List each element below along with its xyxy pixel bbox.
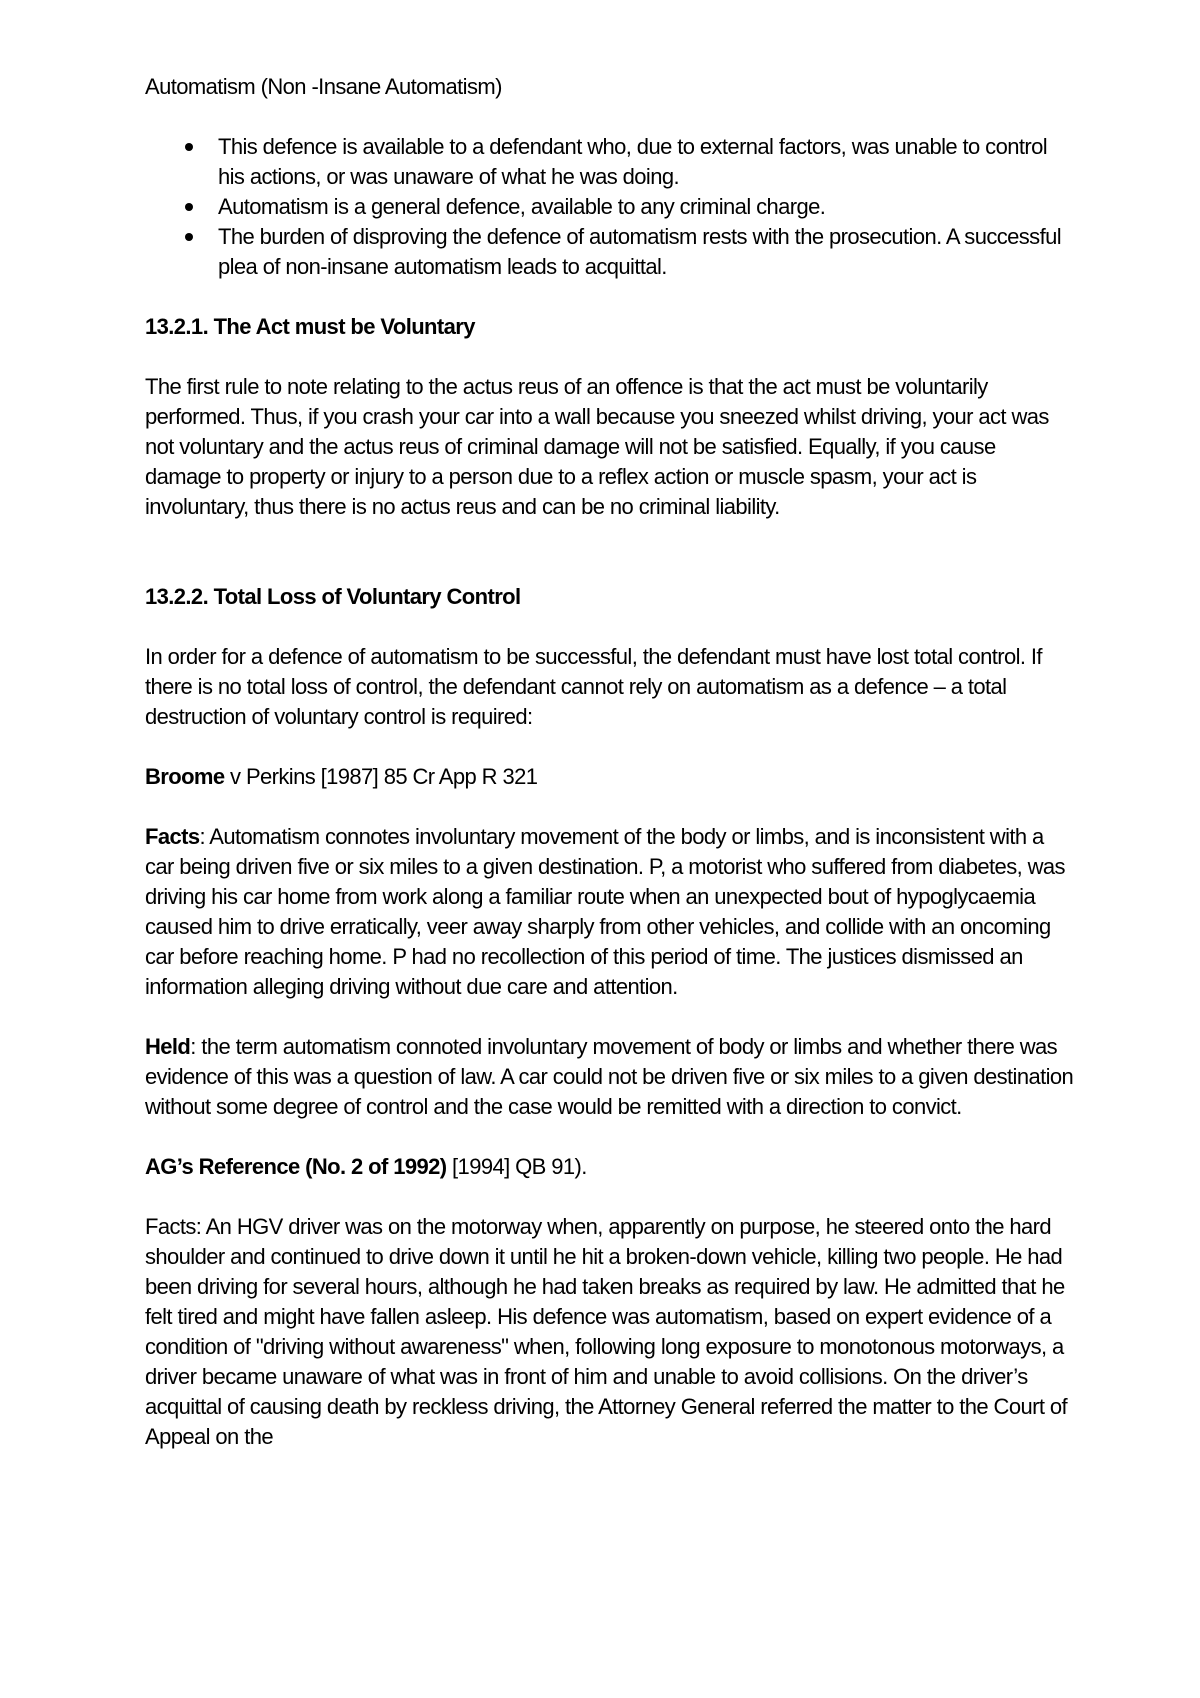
facts-label: Facts: [145, 824, 200, 849]
section-paragraph-voluntary-act: The first rule to note relating to the actus reus of an offence is that the act must be voluntarily performed. Thus, if you crash your car into a wall because you sneezed whilst driving, your act was not voluntary and the actus reus of criminal damage will not be satisfied. Equally, if you cause damage to property or injury to a person due to a reflex action or muscle spasm, your act is involuntary, thus there is no actus reus and can be no criminal liability.: [145, 374, 1049, 519]
bullet-dot-icon: [185, 203, 193, 211]
case-citation-rest: [1994] QB 91).: [446, 1154, 587, 1179]
bullet-text: Automatism is a general defence, available to any criminal charge.: [218, 194, 826, 219]
section-heading-voluntary-act: 13.2.1. The Act must be Voluntary: [145, 314, 475, 339]
section-paragraph-loss-of-control: In order for a defence of automatism to be successful, the defendant must have lost total control. If there is no total loss of control, the defendant cannot rely on automatism as a defence – a total destruction of voluntary control is required:: [145, 644, 1042, 729]
case-citation-rest: v Perkins [1987] 85 Cr App R 321: [224, 764, 538, 789]
case-name-bold: AG’s Reference (No. 2 of 1992): [145, 1154, 447, 1179]
section-heading-loss-of-control: 13.2.2. Total Loss of Voluntary Control: [145, 584, 521, 609]
facts-text: : Automatism connotes involuntary movement of the body or limbs, and is inconsistent with a car being driven five or six miles to a given destination. P, a motorist who suffered from diabetes, was driving his car home from work along a familiar route when an unexpected bout of hypoglycaemia caused him to drive erratically, veer away sharply from other vehicles, and collide with an oncoming car before reaching home. P had no recollection of this period of time. The justices dismissed an information alleging driving without due care and attention.: [145, 824, 1065, 999]
case-citation-broome: [145, 762, 1075, 792]
case-held-broome: [145, 1032, 1075, 1122]
bullet-text: This defence is available to a defendant who, due to external factors, was unable to control his actions, or was unaware of what he was doing.: [218, 134, 1048, 189]
bullet-dot-icon: [185, 143, 193, 151]
case-name-bold: Broome: [145, 764, 225, 789]
case-facts-broome: [145, 822, 1075, 1002]
held-text: : the term automatism connoted involuntary movement of body or limbs and whether there was evidence of this was a question of law. A car could not be driven five or six miles to a given destination without some degree of control and the case would be remitted with a direction to convict.: [145, 1034, 1074, 1119]
document-page: [145, 72, 1075, 1482]
bullet-text: The burden of disproving the defence of automatism rests with the prosecution. A successful plea of non-insane automatism leads to acquittal.: [218, 224, 1062, 279]
case-facts-ag-reference: Facts: An HGV driver was on the motorway when, apparently on purpose, he steered onto the hard shoulder and continued to drive down it until he hit a broken-down vehicle, killing two people. He had been driving for several hours, although he had taken breaks as required by law. He admitted that he felt tired and might have fallen asleep. His defence was automatism, based on expert evidence of a condition of "driving without awareness" when, following long exposure to monotonous motorways, a driver became unaware of what was in front of him and unable to avoid collisions. On the driver’s acquittal of causing death by reckless driving, the Attorney General referred the matter to the Court of Appeal on the: [145, 1214, 1068, 1449]
document-title: Automatism (Non -Insane Automatism): [145, 74, 502, 99]
held-label: Held: [145, 1034, 191, 1059]
bullet-dot-icon: [185, 233, 193, 241]
bullet-list: [145, 132, 1075, 282]
bullet-item: [218, 222, 1075, 282]
bullet-item: [218, 192, 1075, 222]
case-citation-ag-reference: [145, 1152, 1075, 1182]
bullet-item: [218, 132, 1075, 192]
